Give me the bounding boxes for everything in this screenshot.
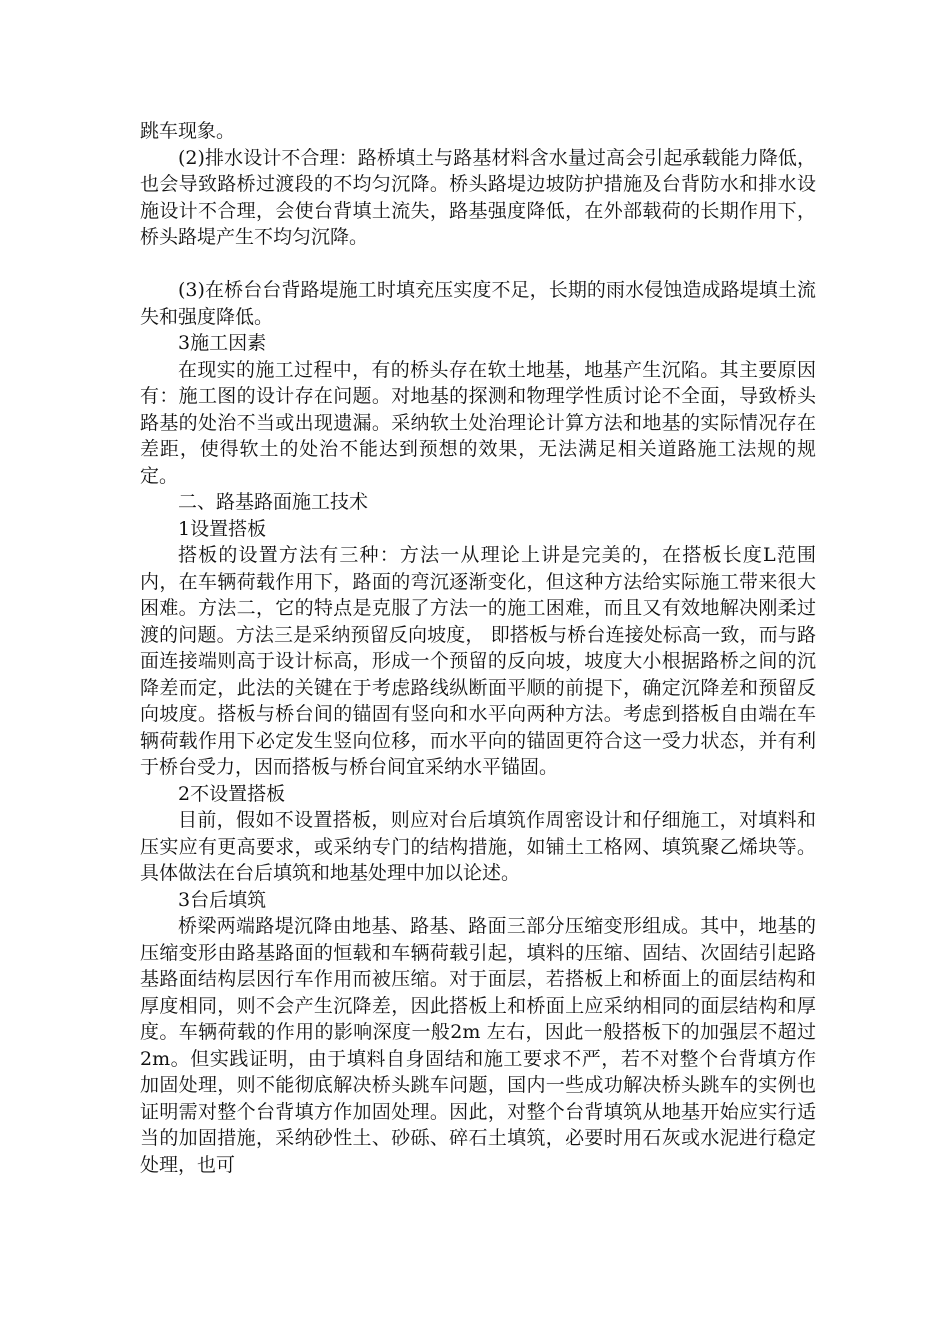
paragraph-no-slab: 目前，假如不设置搭板，则应对台后填筑作周密设计和仔细施工，对填料和压实应有更高要求，或采纳专门的结构措施，如铺土工格网、填筑聚乙烯块等。具体做法在台后填筑和地基处理中加以论述。 (140, 809, 816, 884)
heading-section-two: 二、路基路面施工技术 (178, 491, 369, 513)
paragraph-spacer (140, 251, 816, 278)
paragraph-continuation: 跳车现象。 (140, 120, 236, 142)
paragraph-backfill: 桥梁两端路堤沉降由地基、路基、路面三部分压缩变形组成。其中，地基的压缩变形由路基路面的恒载和车辆荷载引起，填料的压缩、固结、次固结引起路基路面结构层因行车作用而被压缩。对于面层，若搭板上和桥面上的面层结构和厚度相同，则不会产生沉降差，因此搭板上和桥面上应采纳相同的面层结构和厚度。车辆荷载的作用的影响深度一般2m 左右，因此一般搭板下的加强层不超过2m。但实践证明，由于填料自身固结和施工要求不严，若不对整个台背填方作加固处理，则不能彻底解决桥头跳车问题，国内一些成功解决桥头跳车的实例也证明需对整个台背填方作加固处理。因此，对整个台背填筑从地基开始应实行适当的加固措施，采纳砂性土、砂砾、碎石土填筑，必要时用石灰或水泥进行稳定处理，也可 (140, 915, 816, 1176)
paragraph-compaction: (3)在桥台台背路堤施工时填充压实度不足，长期的雨水侵蚀造成路堤填土流失和强度降低。 (140, 279, 816, 328)
heading-set-slab: 1设置搭板 (178, 517, 267, 540)
heading-no-slab: 2不设置搭板 (178, 782, 286, 805)
document-page (140, 118, 816, 1178)
heading-construction-factors: 3施工因素 (178, 332, 267, 354)
paragraph-drainage-design: (2)排水设计不合理：路桥填土与路基材料含水量过高会引起承载能力降低，也会导致路桥过渡段的不均匀沉降。桥头路堤边坡防护措施及台背防水和排水设施设计不合理，会使台背填土流失，路基强度降低，在外部载荷的长期作用下，桥头路堤产生不均匀沉降。 (140, 146, 816, 248)
paragraph-set-slab: 搭板的设置方法有三种：方法一从理论上讲是完美的，在搭板长度L范围内，在车辆荷载作用下，路面的弯沉逐渐变化，但这种方法给实际施工带来很大困难。方法二，它的特点是克服了方法一的施工困难，而且又有效地解决刚柔过渡的问题。方法三是采纳预留反向坡度， 即搭板与桥台连接处标高一致，而与路面连接端则高于设计标高，形成一个预留的反向坡，坡度大小根据路桥之间的沉降差而定，此法的关键在于考虑路线纵断面平顺的前提下，确定沉降差和预留反向坡度。搭板与桥台间的锚固有竖向和水平向两种方法。考虑到搭板自由端在车辆荷载作用下必定发生竖向位移，而水平向的锚固更符合这一受力状态，并有利于桥台受力，因而搭板与桥台间宜采纳水平锚固。 (140, 544, 816, 778)
paragraph-construction-factors: 在现实的施工过程中，有的桥头存在软土地基，地基产生沉陷。其主要原因有：施工图的设计存在问题。对地基的探测和物理学性质讨论不全面，导致桥头路基的处治不当或出现遗漏。采纳软土处治理论计算方法和地基的实际情况存在差距，使得软土的处治不能达到预想的效果，无法满足相关道路施工法规的规定。 (140, 358, 816, 487)
heading-backfill: 3台后填筑 (178, 888, 267, 911)
